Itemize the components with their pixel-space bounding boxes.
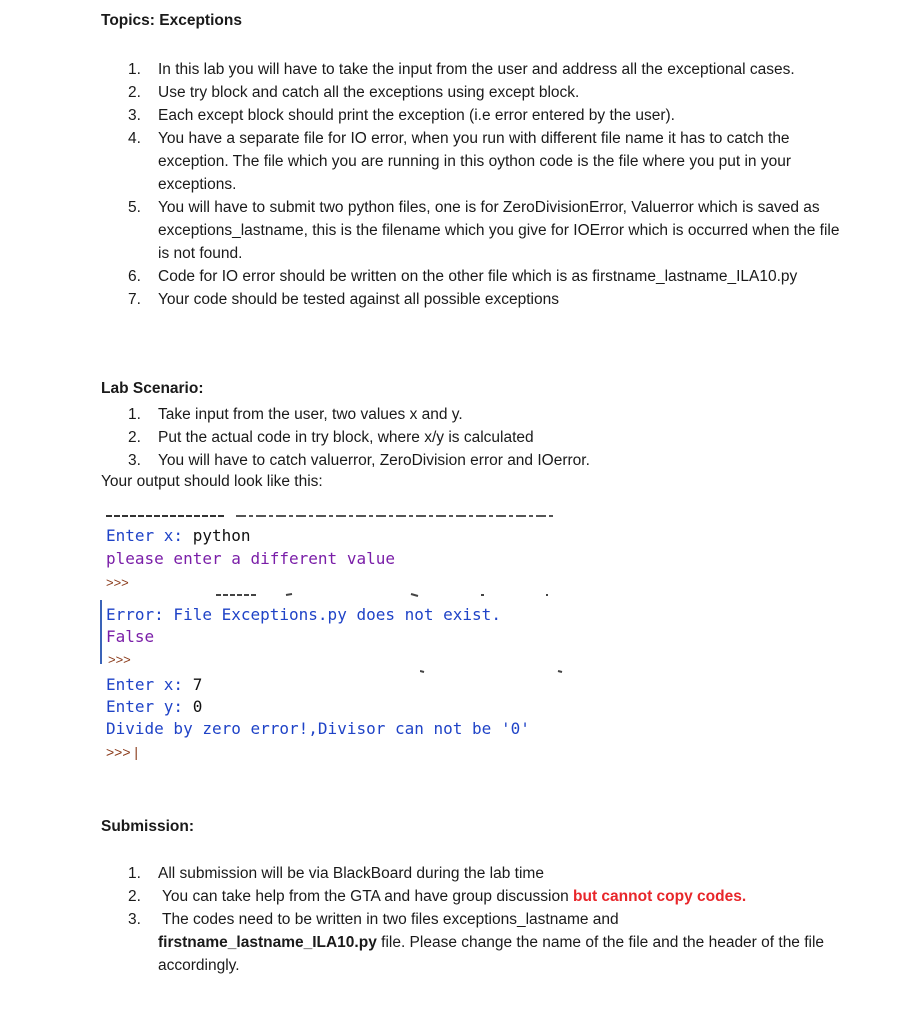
console-margin-bar bbox=[100, 600, 102, 664]
console-line-different-value: please enter a different value bbox=[106, 549, 395, 568]
list-item bbox=[128, 265, 848, 288]
list-number: 1. bbox=[128, 61, 141, 78]
submission-item-text: The codes need to be written in two files exceptions_lastname and bbox=[162, 911, 619, 928]
topics-heading: Topics: Exceptions bbox=[101, 12, 242, 29]
submission-list bbox=[128, 862, 843, 977]
list-number: 1. bbox=[128, 865, 141, 882]
list-number: 4. bbox=[128, 130, 141, 147]
console-enter-x-label: Enter x: bbox=[106, 675, 193, 694]
submission-item-text-tail: file. Please change the name of the file and the header of the file accordingly. bbox=[158, 934, 825, 974]
console-enter-x-value: 7 bbox=[192, 675, 203, 694]
list-item bbox=[128, 196, 848, 265]
list-item-text: Use try block and catch all the exceptions using except block. bbox=[158, 84, 580, 101]
submission-item bbox=[128, 885, 843, 908]
console-restart-banner-2 bbox=[106, 592, 556, 598]
output-intro: Your output should look like this: bbox=[101, 473, 323, 490]
console-line-enter-x bbox=[106, 526, 251, 545]
list-item bbox=[128, 127, 848, 196]
console-input-value: python bbox=[192, 526, 251, 545]
list-item bbox=[128, 426, 848, 449]
list-number: 3. bbox=[128, 911, 141, 928]
list-item-text: Code for IO error should be written on the other file which is as firstname_lastname_ILA10.py bbox=[158, 268, 798, 285]
submission-item bbox=[128, 908, 843, 977]
console-last-prompt: >>> | bbox=[106, 744, 139, 760]
list-number: 3. bbox=[128, 107, 141, 124]
console-false-line: False bbox=[106, 627, 155, 646]
list-item-text: Your code should be tested against all possible exceptions bbox=[158, 291, 559, 308]
list-item-text: You will have to submit two python files, one is for ZeroDivisionError, Valuerror which is saved as exceptions_lastname, this is the filename which you give for IOError which is occurred when the file is not found. bbox=[158, 199, 840, 262]
console-enter-y-value: 0 bbox=[192, 697, 203, 716]
console-divide-line: Divide by zero error!,Divisor can not be '0' bbox=[106, 719, 530, 738]
list-item-text: You have a separate file for IO error, when you run with different file name it has to catch the exception. The file which you are running in this oython code is the file where you put in your exceptions. bbox=[158, 130, 792, 193]
list-number: 2. bbox=[128, 84, 141, 101]
list-number: 2. bbox=[128, 888, 141, 905]
list-number: 3. bbox=[128, 452, 141, 469]
list-number: 1. bbox=[128, 406, 141, 423]
console-restart-banner bbox=[106, 514, 556, 518]
list-item-text: Each except block should print the exception (i.e error entered by the user). bbox=[158, 107, 675, 124]
scenario-list bbox=[128, 403, 848, 472]
console-line-enter-x-2 bbox=[106, 675, 202, 694]
list-number: 6. bbox=[128, 268, 141, 285]
list-item bbox=[128, 403, 848, 426]
list-item-text: In this lab you will have to take the input from the user and address all the exceptional cases. bbox=[158, 61, 795, 78]
console-prompt: >>> bbox=[106, 575, 129, 590]
list-number: 2. bbox=[128, 429, 141, 446]
console-line-enter-y bbox=[106, 697, 202, 716]
console-error-line: Error: File Exceptions.py does not exist. bbox=[106, 605, 501, 624]
list-item bbox=[128, 449, 848, 472]
submission-item-text: All submission will be via BlackBoard during the lab time bbox=[158, 865, 544, 882]
topics-list bbox=[128, 58, 848, 311]
list-number: 7. bbox=[128, 291, 141, 308]
submission-filename: firstname_lastname_ILA10.py bbox=[158, 934, 377, 951]
submission-item-text: You can take help from the GTA and have group discussion bbox=[162, 888, 574, 905]
list-item bbox=[128, 58, 848, 81]
list-item bbox=[128, 81, 848, 104]
submission-warning: but cannot copy codes. bbox=[573, 888, 747, 905]
list-item-text: Take input from the user, two values x and y. bbox=[158, 406, 463, 423]
list-item bbox=[128, 288, 848, 311]
list-item-text: Put the actual code in try block, where x/y is calculated bbox=[158, 429, 534, 446]
list-number: 5. bbox=[128, 199, 141, 216]
console-enter-y-label: Enter y: bbox=[106, 697, 193, 716]
list-item bbox=[128, 104, 848, 127]
submission-heading: Submission: bbox=[101, 818, 195, 835]
console-prompt-label: Enter x: bbox=[106, 526, 193, 545]
console-artifact bbox=[420, 668, 570, 674]
list-item-text: You will have to catch valuerror, ZeroDivision error and IOerror. bbox=[158, 452, 590, 469]
scenario-heading: Lab Scenario: bbox=[101, 380, 204, 397]
submission-item bbox=[128, 862, 843, 885]
console-prompt-2: >>> bbox=[108, 652, 131, 667]
